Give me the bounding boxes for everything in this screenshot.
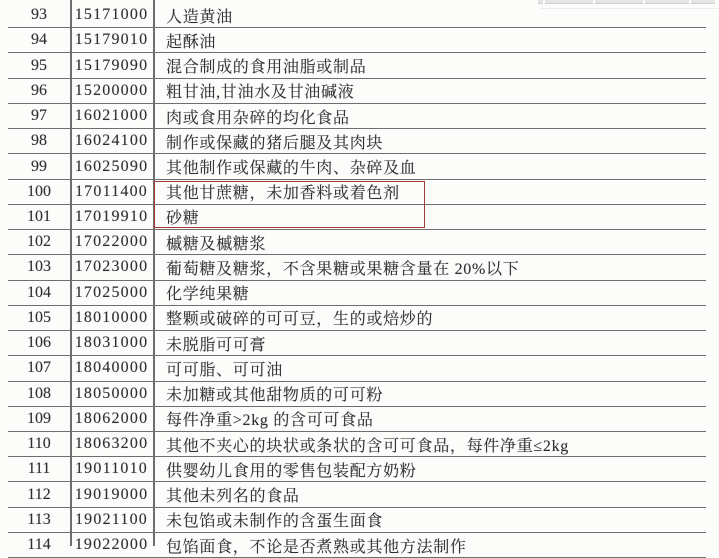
row-number: 100 [27,182,51,200]
hs-code: 19011010 [74,460,148,478]
table-row [8,356,706,381]
row-desc: 每件净重>2kg 的含可可食品 [166,412,374,430]
hs-code: 18031000 [74,334,149,352]
row-desc: 其他甘蔗糖，未加香料或着色剂 [166,185,400,203]
hs-code: 18050000 [74,384,149,402]
table-row [8,129,706,154]
hs-code: 15200000 [74,81,149,99]
table-row [8,407,706,432]
row-desc: 其他未列名的食品 [166,488,300,506]
table-row [8,281,706,306]
row-desc: 粗甘油,甘油水及甘油碱液 [166,84,355,102]
row-desc: 砂糖 [166,210,200,228]
row-desc: 整颗或破碎的可可豆，生的或焙炒的 [166,311,434,329]
row-desc: 未加糖或其他甜物质的可可粉 [166,387,384,405]
table-row [8,3,706,28]
hs-code: 18010000 [74,308,149,326]
row-desc: 槭糖及槭糖浆 [166,235,267,253]
hs-code: 18040000 [74,359,149,377]
row-number: 114 [27,536,51,554]
hs-code: 17011400 [74,182,148,200]
row-number: 113 [27,510,51,528]
row-desc: 肉或食用杂碎的均化食品 [166,109,350,127]
table-row [8,508,706,533]
hs-code: 18063200 [74,435,149,453]
table-row [8,104,706,129]
row-number: 94 [31,31,47,49]
row-number: 106 [27,334,51,352]
table-row [8,306,706,331]
row-desc: 其他不夹心的块状或条状的含可可食品，每件净重≤2kg [166,437,569,455]
row-number: 101 [27,207,51,225]
row-number: 103 [27,258,51,276]
hs-code: 17025000 [74,283,149,301]
row-desc: 未包馅或未制作的含蛋生面食 [166,513,384,531]
table-row [8,53,706,78]
row-desc: 制作或保藏的猪后腿及其肉块 [166,134,384,152]
row-desc: 人造黄油 [166,8,233,26]
hs-code: 17023000 [74,258,149,276]
row-number: 95 [31,56,47,74]
row-number: 110 [27,435,51,453]
table-row [8,230,706,255]
hs-table-body [8,3,706,558]
row-number: 97 [31,107,47,125]
row-number: 99 [31,157,47,175]
hs-code: 17019910 [74,207,149,225]
row-number: 102 [27,233,51,251]
table-row [8,28,706,53]
row-number: 104 [27,283,51,301]
table-row [8,331,706,356]
table-row [8,154,706,179]
row-desc: 起酥油 [166,33,217,51]
table-row [8,457,706,482]
hs-code: 15171000 [74,6,149,24]
hs-code: 16021000 [74,107,149,125]
hs-code: 16024100 [74,132,149,150]
hs-code: 19019000 [74,485,149,503]
row-desc: 化学纯果糖 [166,286,250,304]
row-desc: 可可脂、可可油 [166,361,283,379]
hs-code: 18062000 [74,409,149,427]
table-row [8,79,706,104]
row-desc: 混合制成的食用油脂或制品 [166,59,367,77]
row-number: 105 [27,308,51,326]
row-number: 112 [27,485,51,503]
hs-code: 15179010 [74,31,149,49]
row-desc: 供婴幼儿食用的零售包装配方奶粉 [166,462,417,480]
row-number: 111 [27,460,51,478]
table-row [8,255,706,280]
row-desc: 其他制作或保藏的牛肉、杂碎及血 [166,160,417,178]
row-desc: 包馅面食，不论是否煮熟或其他方法制作 [166,538,467,556]
row-number: 98 [31,132,47,150]
hs-code: 16025090 [74,157,149,175]
row-number: 109 [27,409,51,427]
table-row [8,432,706,457]
hs-code: 19021100 [74,510,148,528]
row-number: 96 [31,81,47,99]
hs-code: 17022000 [74,233,149,251]
row-number: 93 [31,6,47,24]
hs-code: 15179090 [74,56,149,74]
highlight-box [154,181,425,228]
table-row [8,533,706,558]
table-row [8,482,706,507]
row-desc: 葡萄糖及糖浆，不含果糖或果糖含量在 20%以下 [166,260,520,278]
row-number: 107 [27,359,51,377]
table-row [8,382,706,407]
row-number: 108 [27,384,51,402]
hs-code: 19022000 [74,536,149,554]
row-desc: 未脱脂可可膏 [166,336,267,354]
